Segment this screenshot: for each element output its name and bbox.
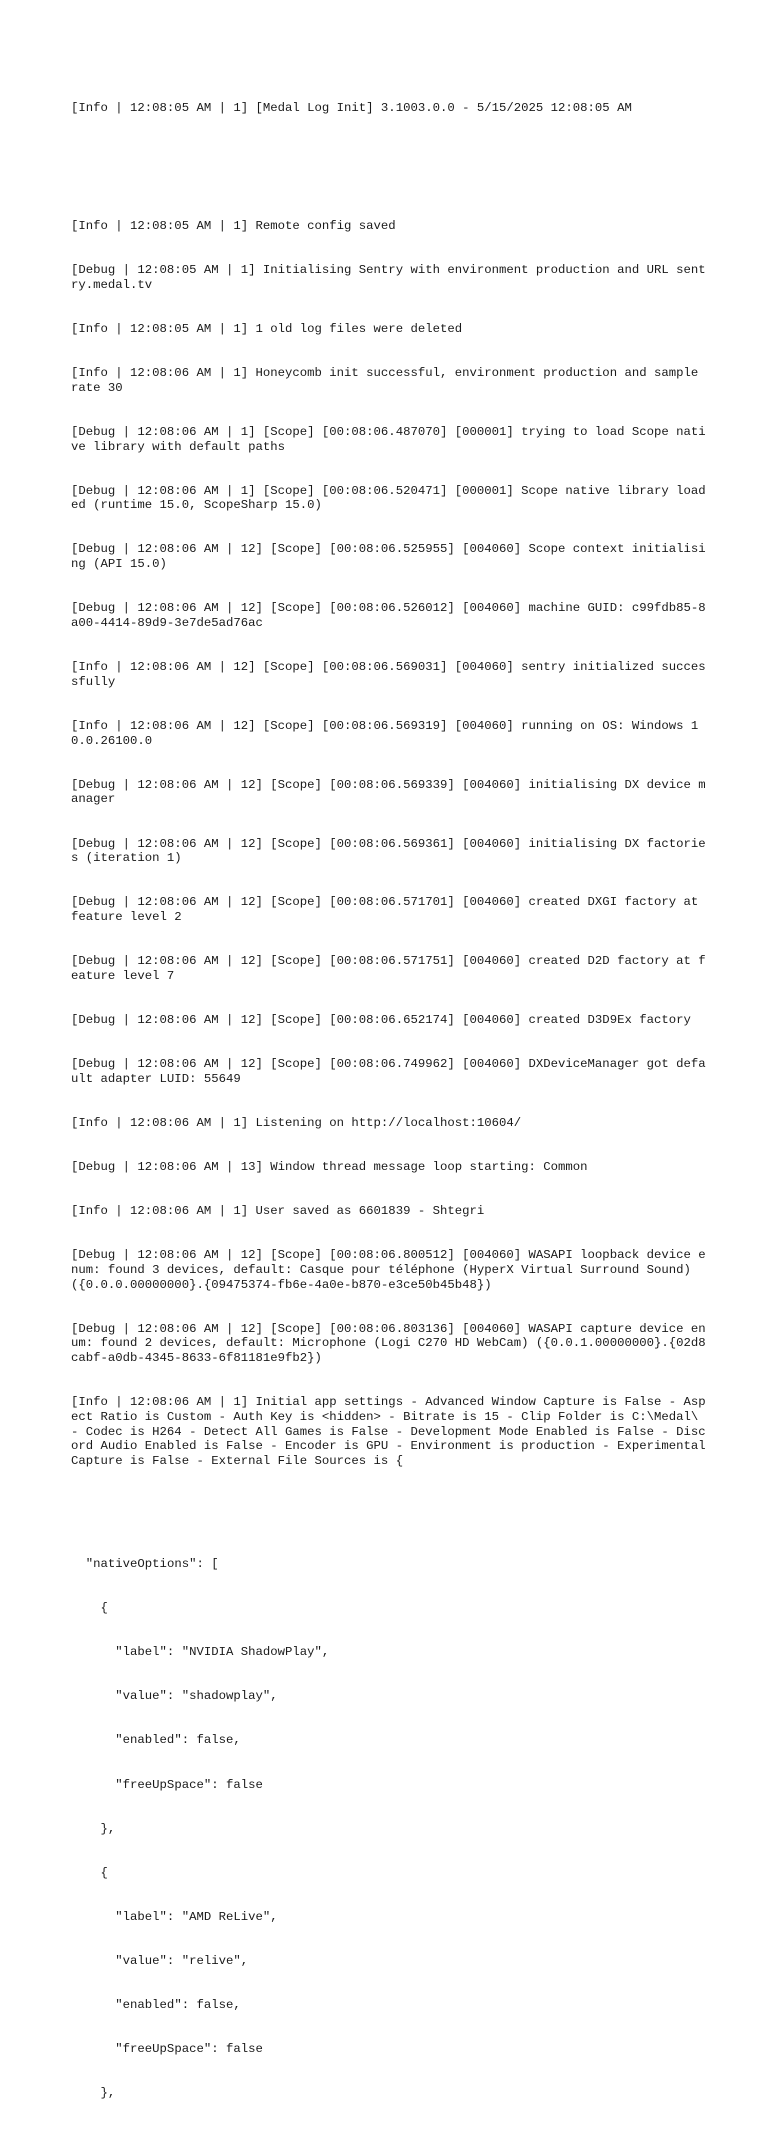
log-entry: [Debug | 12:08:06 AM | 12] [Scope] [00:08:06.749962] [004060] DXDeviceManager got default adapter LUID: 55649 xyxy=(71,1057,706,1086)
log-entry: [Debug | 12:08:06 AM | 12] [Scope] [00:08:06.525955] [004060] Scope context initialising (API 15.0) xyxy=(71,542,706,572)
log-entry: [Debug | 12:08:06 AM | 1] [Scope] [00:08:06.487070] [000001] trying to load Scope native library with default paths xyxy=(71,424,706,454)
json-line: { xyxy=(71,1865,108,1880)
json-block xyxy=(71,1528,711,2131)
json-line: "enabled": false, xyxy=(71,1998,241,2013)
json-line: "value": "relive", xyxy=(71,1953,249,1968)
log-entry: [Info | 12:08:06 AM | 1] Initial app settings - Advanced Window Capture is False - Aspect Ratio is Custom - Auth Key is <hidden> - Bitrate is 15 - Clip Folder is C:\Medal\ - Codec is H264 - Detect All Games is False - Development Mode Enabled is False - Discord Audio Enabled is False - Encoder is GPU - Environment is production - Experimental Capture is False - External File Sources is { xyxy=(71,1395,714,1469)
log-entry: [Info | 12:08:06 AM | 1] Honeycomb init successful, environment production and sample rate 30 xyxy=(71,366,706,395)
log-entry: [Debug | 12:08:06 AM | 12] [Scope] [00:08:06.569339] [004060] initialising DX device manager xyxy=(71,777,706,807)
log-entry: [Debug | 12:08:06 AM | 12] [Scope] [00:08:06.652174] [004060] created D3D9Ex factory xyxy=(71,1012,691,1027)
log-entry: [Debug | 12:08:06 AM | 12] [Scope] [00:08:06.569361] [004060] initialising DX factories (iteration 1) xyxy=(71,836,706,866)
json-line: "freeUpSpace": false xyxy=(71,2042,263,2057)
json-line: "label": "NVIDIA ShadowPlay", xyxy=(71,1645,330,1660)
json-line: "enabled": false, xyxy=(71,1733,241,1748)
log-entry: [Debug | 12:08:06 AM | 1] [Scope] [00:08:06.520471] [000001] Scope native library loaded (runtime 15.0, ScopeSharp 15.0) xyxy=(71,483,706,513)
log-header-line: [Info | 12:08:05 AM | 1] [Medal Log Init] 3.1003.0.0 - 5/15/2025 12:08:05 AM xyxy=(71,101,632,116)
json-line: "value": "shadowplay", xyxy=(71,1689,278,1704)
log-entry: [Info | 12:08:06 AM | 12] [Scope] [00:08:06.569319] [004060] running on OS: Windows 10.0.26100.0 xyxy=(71,718,699,748)
log-entry: [Debug | 12:08:05 AM | 1] Initialising Sentry with environment production and URL sentry.medal.tv xyxy=(71,263,706,292)
log-entry: [Debug | 12:08:06 AM | 12] [Scope] [00:08:06.526012] [004060] machine GUID: c99fdb85-8a00-4414-89d9-3e7de5ad76ac xyxy=(71,601,706,630)
log-entry: [Debug | 12:08:06 AM | 13] Window thread message loop starting: Common xyxy=(71,1160,588,1175)
log-entry: [Info | 12:08:06 AM | 12] [Scope] [00:08:06.569031] [004060] sentry initialized successfully xyxy=(71,660,706,689)
log-entry: [Debug | 12:08:06 AM | 12] [Scope] [00:08:06.800512] [004060] WASAPI loopback device enum: found 3 devices, default: Casque pour téléphone (HyperX Virtual Surround Sound) ({0.0.0.00000000}.{09475374-fb6e-4a0e-b870-e3ce50b45b48}) xyxy=(71,1248,706,1292)
json-line: { xyxy=(71,1601,108,1616)
json-line: "nativeOptions": [ xyxy=(71,1557,219,1571)
log-entry: [Info | 12:08:06 AM | 1] User saved as 6601839 - Shtegri xyxy=(71,1204,485,1219)
json-line: }, xyxy=(71,2086,116,2101)
log-document xyxy=(71,72,714,2145)
log-entries xyxy=(71,190,714,1499)
log-entry: [Info | 12:08:05 AM | 1] 1 old log files were deleted xyxy=(71,321,463,336)
json-line: }, xyxy=(71,1821,116,1836)
log-entry: [Debug | 12:08:06 AM | 12] [Scope] [00:08:06.571751] [004060] created D2D factory at feature level 7 xyxy=(71,954,706,983)
log-entry: [Info | 12:08:06 AM | 1] Listening on http://localhost:10604/ xyxy=(71,1115,522,1130)
log-entry: [Debug | 12:08:06 AM | 12] [Scope] [00:08:06.571701] [004060] created DXGI factory at feature level 2 xyxy=(71,895,706,925)
json-line: "label": "AMD ReLive", xyxy=(71,1909,278,1924)
log-entry: [Info | 12:08:05 AM | 1] Remote config saved xyxy=(71,219,396,234)
json-line: "freeUpSpace": false xyxy=(71,1777,263,1792)
log-entry: [Debug | 12:08:06 AM | 12] [Scope] [00:08:06.803136] [004060] WASAPI capture device enum: found 2 devices, default: Microphone (Logi C270 HD WebCam) ({0.0.1.00000000}.{02d8cabf-a0db-4345-8633-6f81181e9fb2}) xyxy=(71,1321,706,1366)
blank-line xyxy=(71,146,711,161)
